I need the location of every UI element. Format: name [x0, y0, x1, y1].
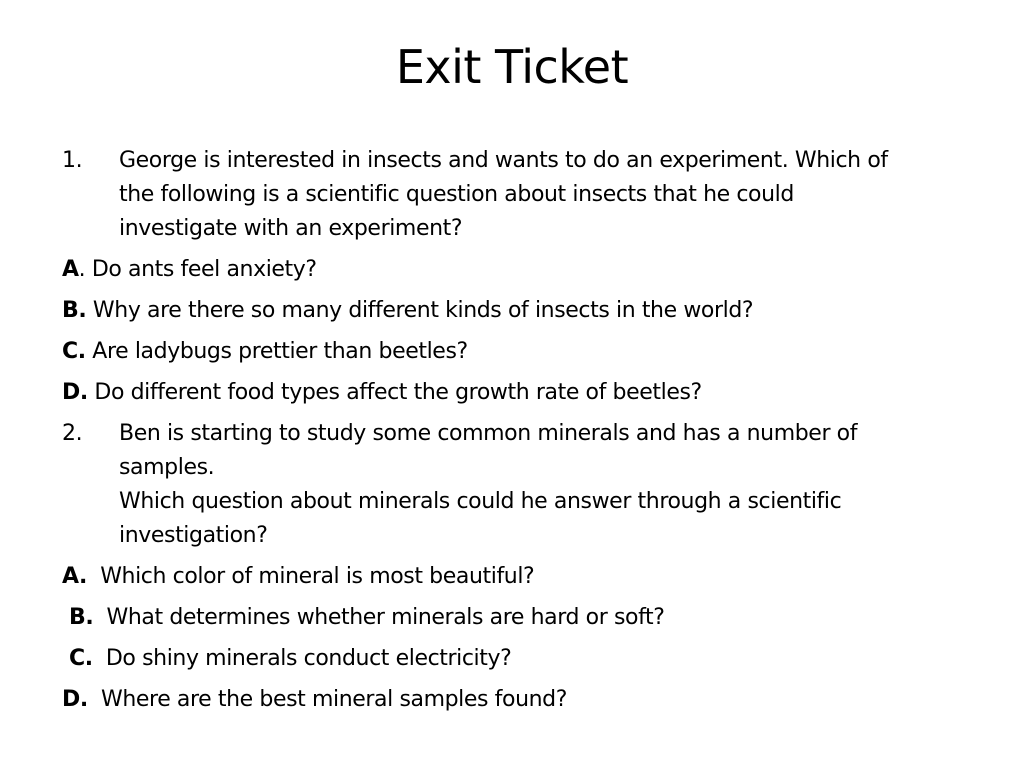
question-2-line: investigation?: [119, 523, 268, 548]
question-1-line: George is interested in insects and wants to do an experiment. Which of: [119, 148, 888, 173]
question-2-option-d: [62, 683, 962, 717]
option-letter: C.: [62, 339, 86, 364]
question-2-option-a: [62, 560, 962, 594]
option-text: Do shiny minerals conduct electricity?: [105, 646, 512, 671]
option-separator: [86, 298, 93, 323]
option-letter: D.: [62, 687, 88, 712]
question-1-option-a: [62, 253, 962, 287]
slide-body: [62, 144, 962, 717]
question-1-option-c: [62, 335, 962, 369]
option-text: Why are there so many different kinds of insects in the world?: [92, 298, 754, 323]
option-separator: .: [78, 257, 92, 282]
option-letter: C.: [69, 646, 93, 671]
option-letter: D.: [62, 380, 88, 405]
question-2-option-c: [62, 642, 962, 676]
question-1: [62, 144, 962, 246]
option-text: What determines whether minerals are hard or soft?: [106, 605, 665, 630]
option-text: Where are the best mineral samples found?: [101, 687, 568, 712]
question-2-text: [119, 417, 962, 553]
slide-title: Exit Ticket: [395, 40, 629, 94]
option-letter: B.: [62, 298, 87, 323]
option-separator: [93, 646, 106, 671]
question-2-line: Which question about minerals could he answer through a scientific: [119, 489, 842, 514]
option-text: Are ladybugs prettier than beetles?: [92, 339, 468, 364]
question-2-number: 2.: [62, 421, 83, 446]
option-letter: A: [62, 257, 79, 282]
question-1-line: the following is a scientific question about insects that he could: [119, 182, 794, 207]
question-1-option-b: [62, 294, 962, 328]
question-2-line: Ben is starting to study some common minerals and has a number of: [119, 421, 858, 446]
question-2: [62, 417, 962, 553]
option-letter: B.: [69, 605, 94, 630]
option-separator: [88, 687, 101, 712]
question-1-line: investigate with an experiment?: [119, 216, 463, 241]
question-1-text: [119, 144, 962, 246]
question-2-option-b: [62, 601, 962, 635]
option-letter: A.: [62, 564, 87, 589]
question-2-line: samples.: [119, 455, 215, 480]
question-1-option-d: [62, 376, 962, 410]
option-text: Which color of mineral is most beautiful?: [100, 564, 535, 589]
option-separator: [93, 605, 106, 630]
option-separator: [87, 564, 100, 589]
question-1-number: 1.: [62, 148, 83, 173]
option-text: Do different food types affect the growth rate of beetles?: [94, 380, 702, 405]
option-text: Do ants feel anxiety?: [91, 257, 317, 282]
